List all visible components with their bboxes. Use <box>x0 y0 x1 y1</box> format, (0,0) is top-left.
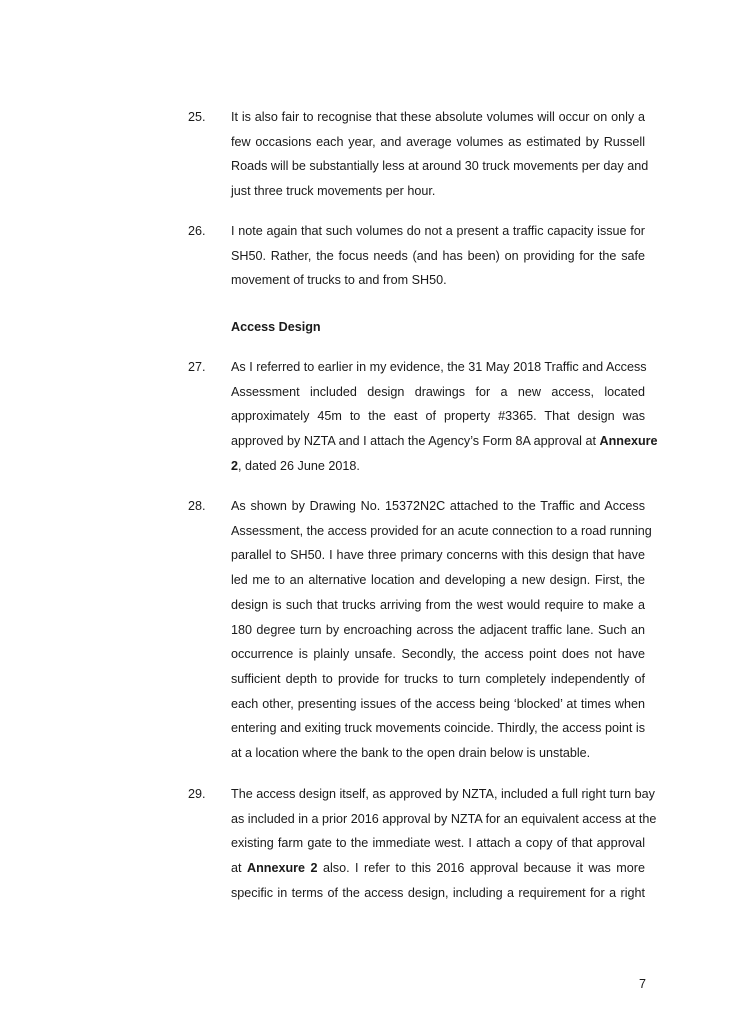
paragraph-line <box>231 432 658 450</box>
paragraph-number: 28. <box>188 499 206 513</box>
paragraph-number: 25. <box>188 110 206 124</box>
paragraph-line: sufficient depth to provide for trucks to turn completely independently of <box>231 671 645 686</box>
section-heading: Access Design <box>231 320 321 334</box>
bold-text: Annexure 2 <box>246 861 318 876</box>
paragraph-number: 29. <box>188 787 206 801</box>
paragraph-line: led me to an alternative location and developing a new design. First, the <box>231 573 645 588</box>
paragraph-line: As I referred to earlier in my evidence, the 31 May 2018 Traffic and Access <box>231 360 647 374</box>
bold-text: Annexure <box>599 434 658 449</box>
paragraph-line: As shown by Drawing No. 15372N2C attached to the Traffic and Access <box>231 499 645 513</box>
paragraph-line: 180 degree turn by encroaching across the adjacent traffic lane. Such an <box>231 622 645 637</box>
paragraph-line: few occasions each year, and average volumes as estimated by Russell <box>231 134 645 149</box>
paragraph-line: approximately 45m to the east of property #3365. That design was <box>231 409 645 424</box>
paragraph-line: as included in a prior 2016 approval by NZTA for an equivalent access at the <box>231 811 657 826</box>
paragraph-number: 26. <box>188 224 206 238</box>
paragraph-line: design is such that trucks arriving from the west would require to make a <box>231 597 645 612</box>
paragraph-line: Assessment included design drawings for a new access, located <box>231 384 645 399</box>
paragraph-line: movement of trucks to and from SH50. <box>231 273 447 288</box>
paragraph-line: just three truck movements per hour. <box>231 184 436 199</box>
paragraph-number: 27. <box>188 360 206 374</box>
paragraph-line: I note again that such volumes do not a present a traffic capacity issue for <box>231 224 645 238</box>
bold-text: 2 <box>231 458 239 473</box>
paragraph-line <box>231 859 645 877</box>
line-text: , dated 26 June 2018. <box>238 458 360 473</box>
paragraph-line: Assessment, the access provided for an acute connection to a road running <box>231 523 652 538</box>
paragraph-line: existing farm gate to the immediate west. I attach a copy of that approval <box>231 836 645 851</box>
page-number: 7 <box>638 977 646 991</box>
line-text: approved by NZTA and I attach the Agency’s Form 8A approval at <box>231 434 600 449</box>
line-text: at <box>231 861 247 876</box>
paragraph-line: SH50. Rather, the focus needs (and has been) on providing for the safe <box>231 248 645 263</box>
paragraph-line: occurrence is plainly unsafe. Secondly, the access point does not have <box>231 647 645 662</box>
paragraph-line: It is also fair to recognise that these absolute volumes will occur on only a <box>231 110 645 124</box>
paragraph-line: specific in terms of the access design, including a requirement for a right <box>231 885 645 900</box>
paragraph-line <box>231 457 645 475</box>
paragraph-line: Roads will be substantially less at around 30 truck movements per day and <box>231 159 649 174</box>
paragraph-line: each other, presenting issues of the access being ‘blocked’ at times when <box>231 696 645 711</box>
paragraph-line: entering and exiting truck movements coincide. Thirdly, the access point is <box>231 721 645 736</box>
paragraph-line: at a location where the bank to the open drain below is unstable. <box>231 746 591 760</box>
paragraph-line: parallel to SH50. I have three primary concerns with this design that have <box>231 548 645 563</box>
line-text: also. I refer to this 2016 approval because it was more <box>317 861 645 876</box>
paragraph-line: The access design itself, as approved by NZTA, included a full right turn bay <box>231 787 655 801</box>
